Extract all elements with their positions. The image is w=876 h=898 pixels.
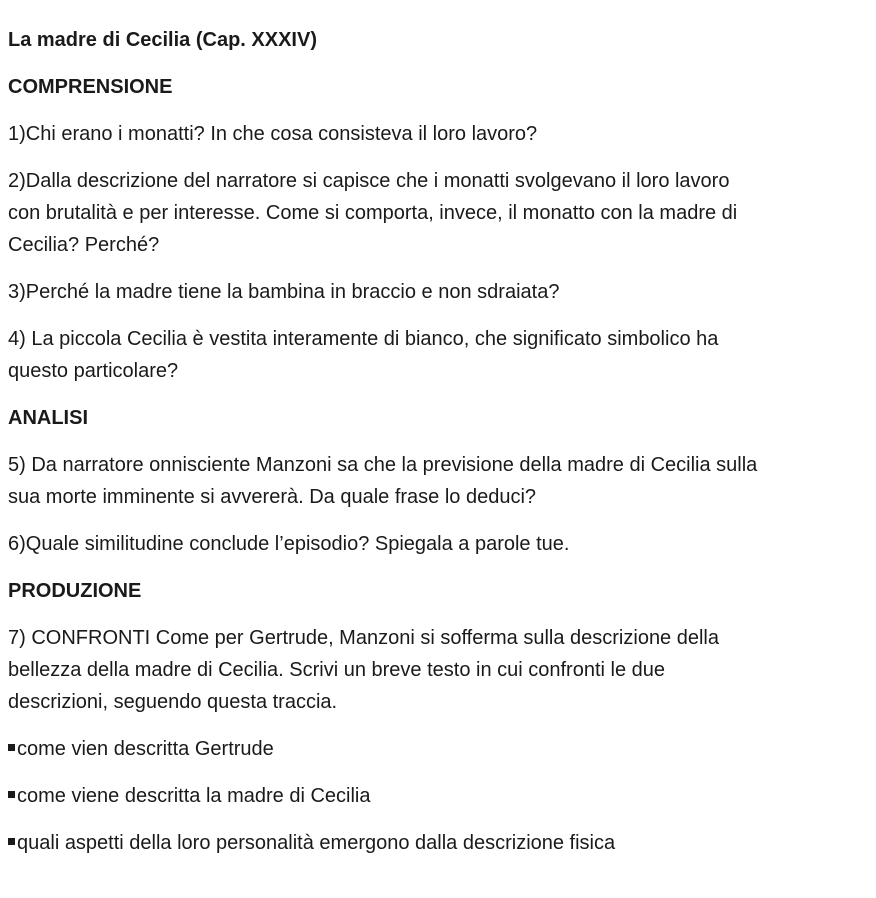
question-line: 5) Da narratore onnisciente Manzoni sa che la previsione della madre di Cecilia sulla	[8, 454, 758, 476]
bullet-item	[8, 827, 868, 859]
question-line: Cecilia? Perché?	[8, 234, 160, 256]
question-6	[8, 528, 868, 560]
document-title: La madre di Cecilia (Cap. XXXIV)	[8, 29, 317, 51]
question-line: 1)Chi erano i monatti? In che cosa consisteva il loro lavoro?	[8, 123, 538, 145]
question-line: 2)Dalla descrizione del narratore si capisce che i monatti svolgevano il loro lavoro	[8, 170, 730, 192]
section-heading-produzione: PRODUZIONE	[8, 580, 142, 602]
bullet-text: quali aspetti della loro personalità emergono dalla descrizione fisica	[17, 832, 616, 854]
question-line: bellezza della madre di Cecilia. Scrivi un breve testo in cui confronti le due	[8, 659, 666, 681]
question-line: 3)Perché la madre tiene la bambina in braccio e non sdraiata?	[8, 281, 560, 303]
bullet-item	[8, 733, 868, 765]
section-heading-produzione-block	[8, 575, 868, 607]
question-line: descrizioni, seguendo questa traccia.	[8, 691, 338, 713]
section-heading-analisi: ANALISI	[8, 407, 88, 429]
document-page	[8, 24, 868, 874]
question-2	[8, 165, 868, 261]
question-4	[8, 323, 868, 387]
square-bullet-icon	[8, 838, 15, 845]
square-bullet-icon	[8, 791, 15, 798]
question-1	[8, 118, 868, 150]
question-line: con brutalità e per interesse. Come si comporta, invece, il monatto con la madre di	[8, 202, 738, 224]
question-5	[8, 449, 868, 513]
bullet-text: come viene descritta la madre di Cecilia	[17, 785, 371, 807]
question-line: 4) La piccola Cecilia è vestita interamente di bianco, che significato simbolico ha	[8, 328, 719, 350]
question-7	[8, 622, 868, 718]
document-title-block	[8, 24, 868, 56]
square-bullet-icon	[8, 744, 15, 751]
section-heading-comprensione: COMPRENSIONE	[8, 76, 173, 98]
question-line: sua morte imminente si avvererà. Da quale frase lo deduci?	[8, 486, 537, 508]
bullet-text: come vien descritta Gertrude	[17, 738, 274, 760]
question-line: 7) CONFRONTI Come per Gertrude, Manzoni si sofferma sulla descrizione della	[8, 627, 719, 649]
section-heading-analisi-block	[8, 402, 868, 434]
bullet-item	[8, 780, 868, 812]
question-line: questo particolare?	[8, 360, 179, 382]
question-3	[8, 276, 868, 308]
section-heading-comprensione-block	[8, 71, 868, 103]
question-line: 6)Quale similitudine conclude l’episodio? Spiegala a parole tue.	[8, 533, 570, 555]
